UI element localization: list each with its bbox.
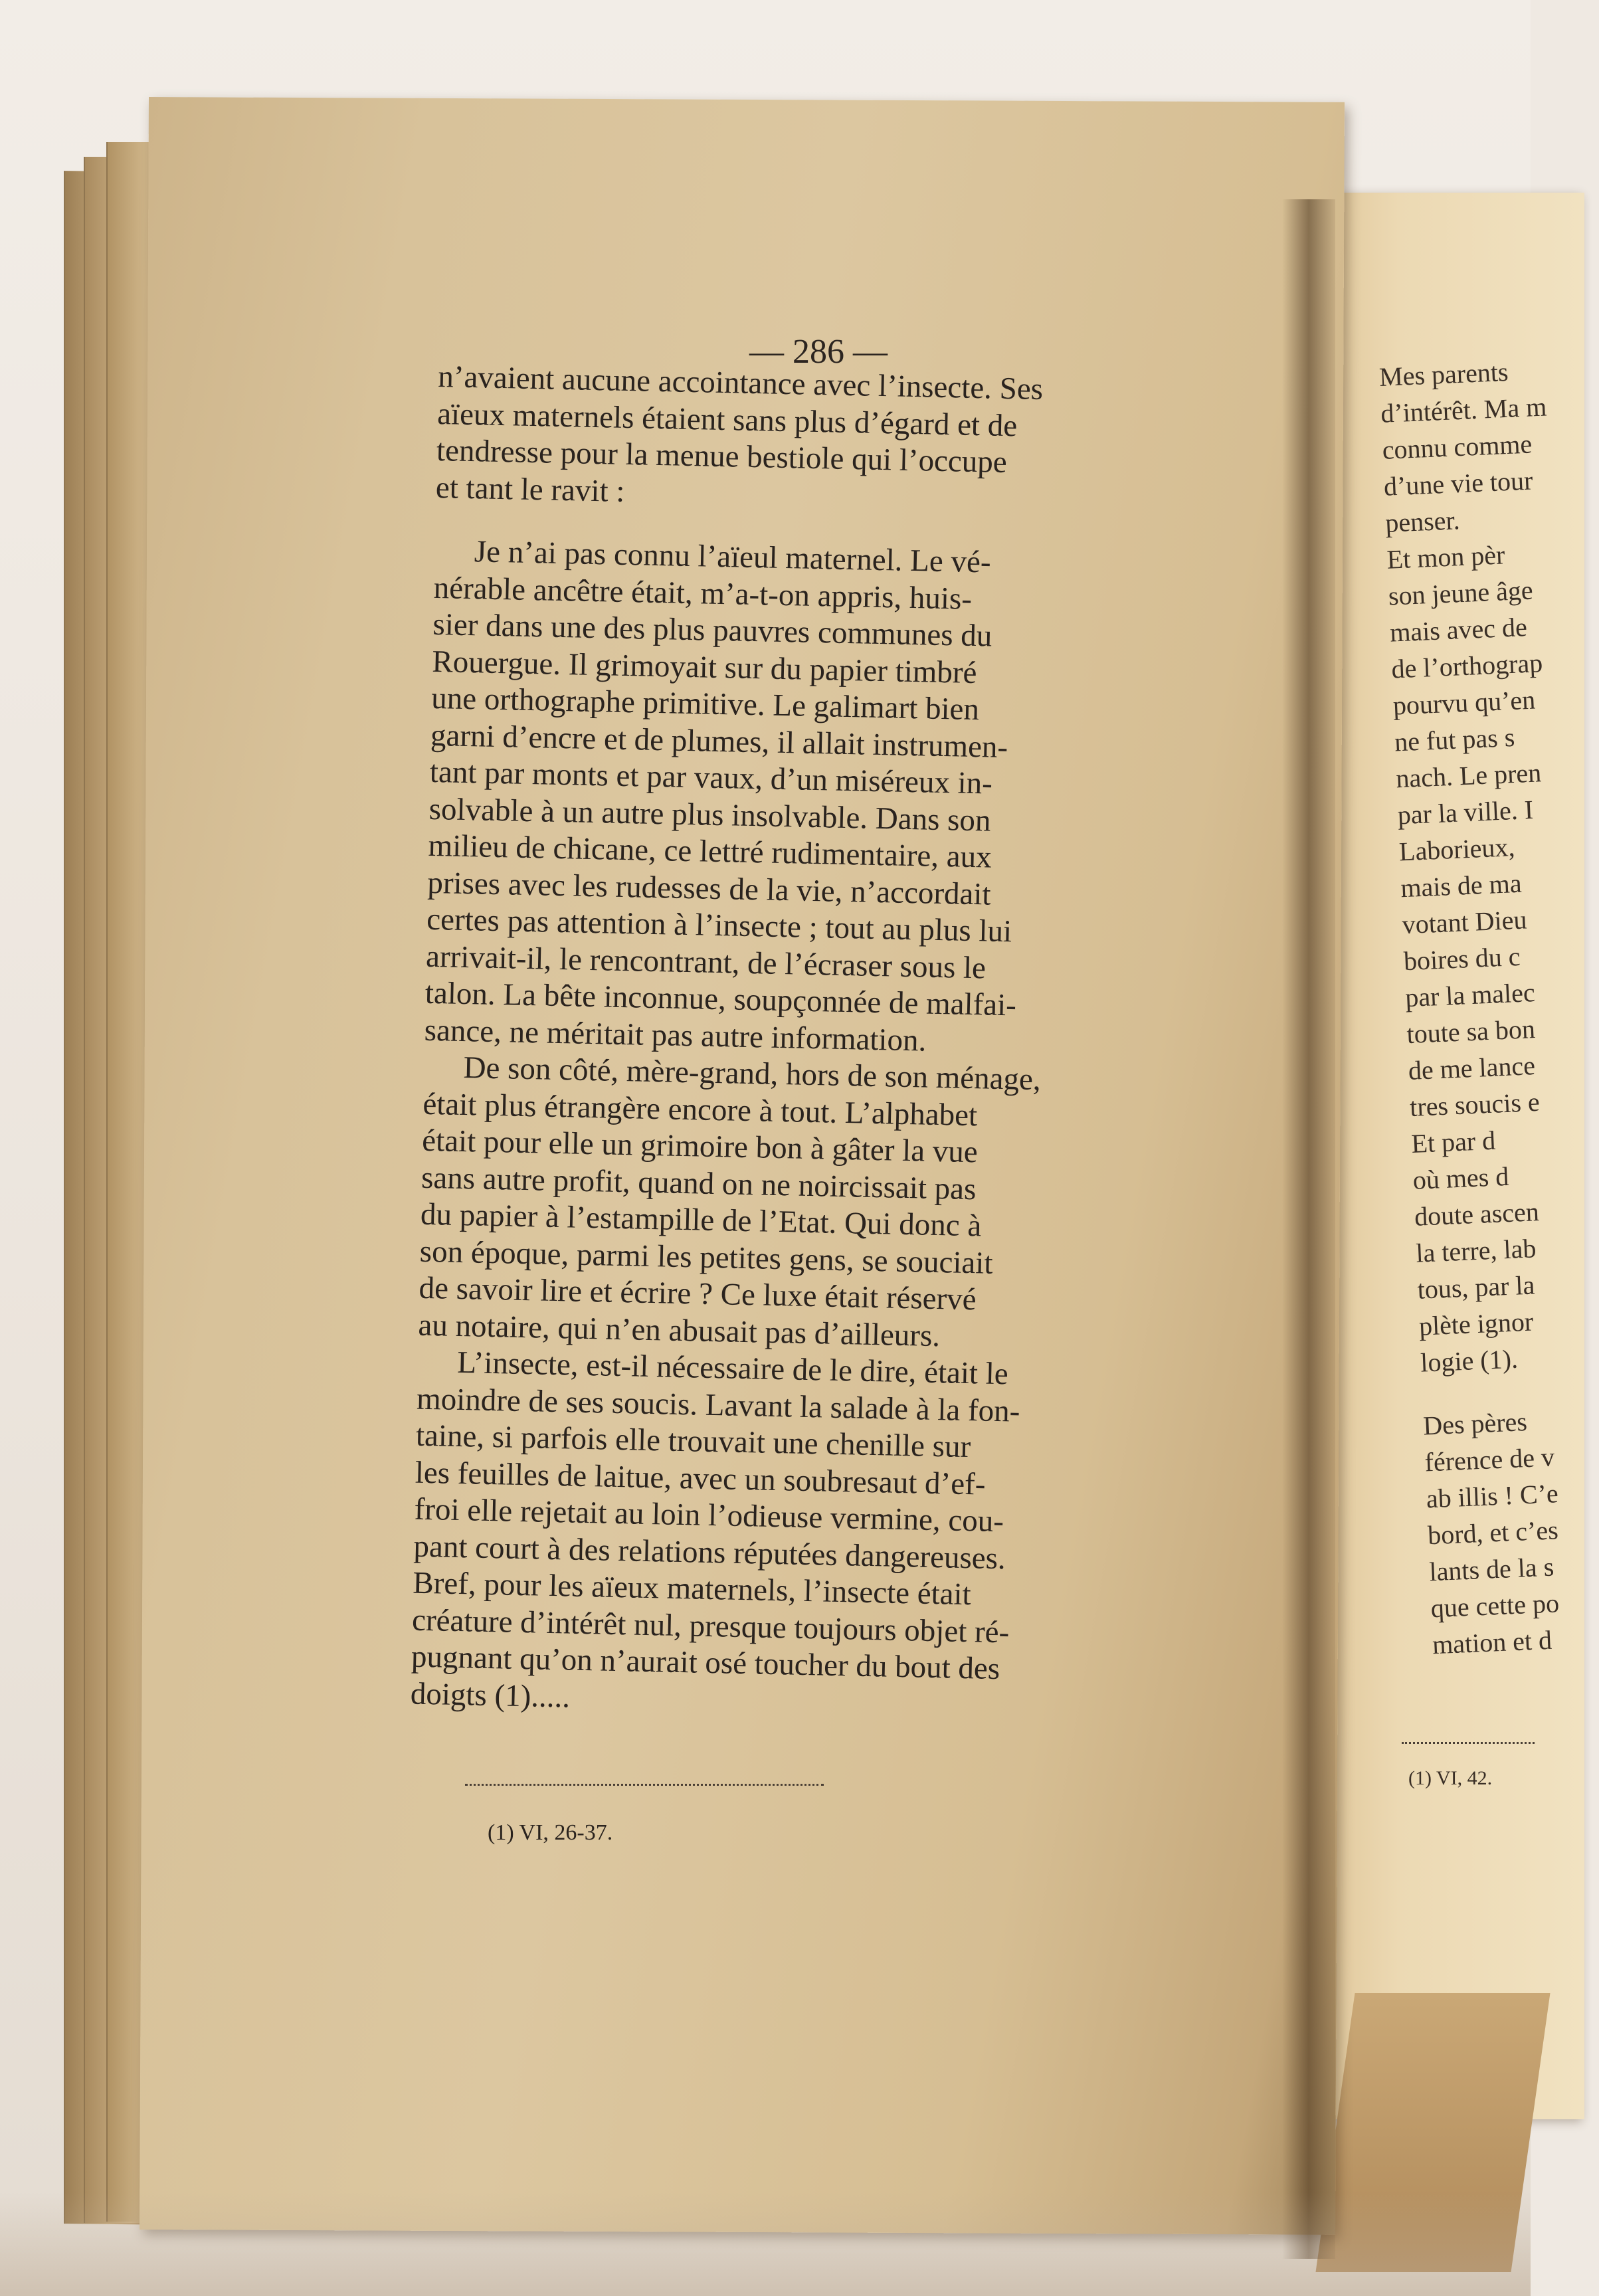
text-line: au notaire, qui n’en abusait pas d’ailleurs. xyxy=(417,1307,941,1353)
text-line: De son côté, mère-grand, hors de son ménage, xyxy=(463,1050,1042,1098)
text-line: Je n’ai pas connu l’aïeul maternel. Le vé- xyxy=(474,534,992,580)
text-line: certes pas attention à l’insecte ; tout au plus lui xyxy=(426,902,1012,949)
text-line: doute ascen xyxy=(1414,1196,1540,1232)
book-gutter xyxy=(1282,199,1335,2259)
text-line: où mes d xyxy=(1412,1161,1510,1195)
text-line: Rouergue. Il grimoyait sur du papier timbré xyxy=(431,644,977,690)
text-line: tres soucis e xyxy=(1409,1086,1541,1122)
text-line: une orthographe primitive. Le galimart bien xyxy=(430,680,980,727)
text-line: taine, si parfois elle trouvait une chenille sur xyxy=(415,1418,971,1465)
text-line: froi elle rejetait au loin l’odieuse vermine, cou- xyxy=(414,1491,1004,1539)
text-line: nérable ancêtre était, m’a-t-on appris, huis- xyxy=(433,570,973,617)
text-line: Bref, pour les aïeux maternels, l’insecte était xyxy=(412,1565,972,1612)
text-line: votant Dieu xyxy=(1401,904,1528,940)
text-line: mais de ma xyxy=(1400,868,1523,904)
text-line: bord, et c’es xyxy=(1427,1515,1559,1551)
text-line: prises avec les rudesses de la vie, n’accordait xyxy=(426,865,992,912)
text-line: ab illis ! C’e xyxy=(1425,1478,1559,1514)
text-line: d’intérêt. Ma m xyxy=(1380,391,1548,429)
table-shadow xyxy=(0,2192,1531,2296)
text-line: boires du c xyxy=(1403,941,1521,977)
text-line: Mes parents xyxy=(1378,356,1509,392)
text-line: plète ignor xyxy=(1418,1306,1534,1341)
text-line: la terre, lab xyxy=(1415,1233,1537,1268)
text-line: doigts (1)..... xyxy=(410,1676,571,1715)
text-line: Laborieux, xyxy=(1398,832,1516,867)
text-line: du papier à l’estampille de l’Etat. Qui donc à xyxy=(420,1196,982,1244)
text-line: Et mon pèr xyxy=(1386,539,1506,575)
text-line: mais avec de xyxy=(1389,612,1528,648)
text-line: lants de la s xyxy=(1428,1551,1555,1587)
right-footnote: (1) VI, 42. xyxy=(1408,1767,1493,1789)
text-line: était pour elle un grimoire bon à gâter la vue xyxy=(421,1123,979,1170)
text-line: aïeux maternels étaient sans plus d’égard et de xyxy=(436,396,1018,443)
text-line: de me lance xyxy=(1407,1050,1536,1086)
right-footnote-rule xyxy=(1402,1742,1535,1744)
text-line: solvable à un autre plus insolvable. Dans son xyxy=(428,791,992,838)
text-line: garni d’encre et de plumes, il allait instrumen- xyxy=(430,718,1008,765)
text-line: nach. Le pren xyxy=(1395,757,1543,794)
text-line: son jeune âge xyxy=(1388,575,1534,611)
text-line: sans autre profit, quand on ne noircissait pas xyxy=(421,1160,977,1206)
text-line: sier dans une des plus pauvres communes du xyxy=(432,607,992,654)
text-line: son époque, parmi les petites gens, se souciait xyxy=(419,1234,994,1281)
text-line: de savoir lire et écrire ? Ce luxe était réservé xyxy=(419,1270,977,1317)
text-line: logie (1). xyxy=(1420,1343,1519,1378)
text-line: pugnant qu’on n’aurait osé toucher du bout des xyxy=(411,1639,1000,1687)
text-line: pant court à des relations réputées dangereuses. xyxy=(413,1529,1006,1576)
left-page-text xyxy=(410,359,1195,1728)
text-line: Des pères xyxy=(1422,1406,1528,1441)
text-line: penser. xyxy=(1384,505,1461,538)
text-line: était plus étrangère encore à tout. L’alphabet xyxy=(422,1086,978,1133)
text-line: tendresse pour la menue bestiole qui l’occupe xyxy=(436,432,1008,480)
page-number: — 286 — xyxy=(749,333,888,371)
text-line: Et par d xyxy=(1410,1125,1496,1159)
text-line: férence de v xyxy=(1424,1442,1555,1478)
footnote: (1) VI, 26-37. xyxy=(488,1820,613,1845)
text-line: de l’orthograp xyxy=(1390,648,1544,684)
text-line: mation et d xyxy=(1432,1624,1552,1660)
text-line: tous, par la xyxy=(1416,1270,1536,1305)
text-line: d’une vie tour xyxy=(1383,465,1534,502)
text-line: ne fut pas s xyxy=(1394,721,1516,757)
text-line: milieu de chicane, ce lettré rudimentaire, aux xyxy=(428,828,992,875)
text-line: créature d’intérêt nul, presque toujours objet ré- xyxy=(411,1602,1010,1650)
text-line: moindre de ses soucis. Lavant la salade à la fon- xyxy=(416,1381,1020,1429)
text-line: talon. La bête inconnue, soupçonnée de malfai- xyxy=(424,975,1017,1023)
text-line: que cette po xyxy=(1430,1588,1560,1624)
text-line: L’insecte, est-il nécessaire de le dire, était le xyxy=(456,1345,1009,1392)
text-line: n’avaient aucune accointance avec l’insecte. Ses xyxy=(437,359,1044,407)
text-line: et tant le ravit : xyxy=(435,470,625,509)
text-line: les feuilles de laitue, avec un soubresaut d’ef- xyxy=(415,1455,986,1502)
text-line: par la ville. I xyxy=(1396,794,1534,830)
text-line: sance, ne méritait pas autre information. xyxy=(424,1012,927,1058)
text-line: toute sa bon xyxy=(1406,1014,1536,1050)
text-line: pourvu qu’en xyxy=(1392,684,1537,721)
text-line: par la malec xyxy=(1404,977,1536,1013)
text-line: arrivait-il, le rencontrant, de l’écraser sous le xyxy=(425,939,987,985)
text-line: connu comme xyxy=(1381,429,1533,465)
footnote-rule xyxy=(465,1784,824,1786)
text-line: tant par monts et par vaux, d’un miséreux in- xyxy=(429,754,993,801)
